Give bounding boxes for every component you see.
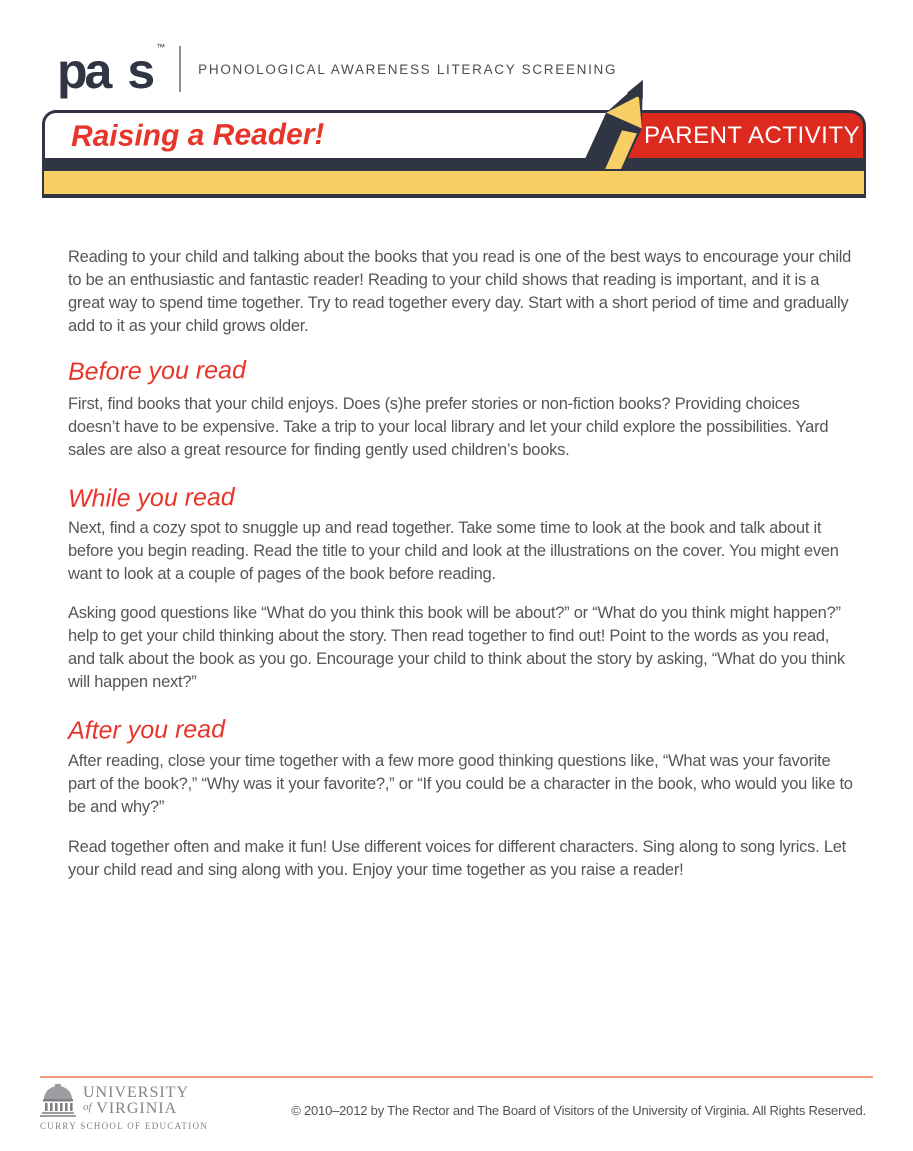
pals-logo-text-right: s bbox=[127, 43, 153, 99]
section-paragraph: Next, find a cozy spot to snuggle up and read together. Take some time to look at the book and talk about it before you begin reading. Read the title to your child and look at the illustrations on the cover. You might even want to look at a couple of pages of the book before reading. bbox=[68, 519, 839, 583]
section-paragraph: Asking good questions like “What do you think this book will be about?” or “What do you think might happen?” help to get your child thinking about the story. Then read together to find out! Point to the words as you read, and talk about the book as you go. Encourage your child to think about the story by asking, “What do you think will happen next?” bbox=[68, 604, 845, 691]
banner-dark-stripe bbox=[42, 158, 866, 171]
section-heading-before-you-read: Before you read bbox=[67, 356, 247, 386]
intro-paragraph: Reading to your child and talking about the books that you read is one of the best ways to encourage your child to be an enthusiastic and fantastic reader! Reading to your child shows that reading is important, and it is a great way to spend time together. Try to read together every day. Start with a short period of time and gradually add to it as your child grows older. bbox=[68, 248, 852, 335]
section-heading-while-you-read: While you read bbox=[67, 483, 235, 513]
pals-logo-text-left: pa bbox=[57, 43, 110, 99]
pals-pencil-icon bbox=[112, 42, 123, 88]
trademark-symbol: ™ bbox=[156, 42, 166, 52]
header bbox=[57, 42, 618, 99]
parent-activity-label: PARENT ACTIVITY bbox=[644, 121, 860, 149]
logo-divider bbox=[179, 46, 181, 92]
rotunda-icon bbox=[40, 1083, 76, 1117]
tagline: PHONOLOGICAL AWARENESS LITERACY SCREENING bbox=[198, 61, 618, 77]
section-paragraph: Read together often and make it fun! Use different voices for different characters. Sing along to song lyrics. Let your child read and sing along with you. Enjoy your time together as you raise a reader! bbox=[68, 838, 847, 879]
page-title: Raising a Reader! bbox=[70, 117, 325, 154]
section-heading-after-you-read: After you read bbox=[67, 715, 226, 745]
banner-yellow-bar bbox=[42, 171, 866, 198]
section-paragraph: After reading, close your time together with a few more good thinking questions like, “What was your favorite part of the book?,” “Why was it your favorite?,” or “If you could be a character in the book, who would you like to be and why?” bbox=[68, 752, 853, 816]
copyright: © 2010–2012 by The Rector and The Board of Visitors of the University of Virginia. All Rights Reserved. bbox=[291, 1103, 866, 1118]
footer-divider bbox=[40, 1076, 873, 1078]
university-of: of bbox=[83, 1101, 92, 1113]
pencil-icon bbox=[575, 78, 675, 171]
pals-logo bbox=[57, 42, 166, 99]
university-name: UNIVERSITY of VIRGINIA bbox=[83, 1084, 189, 1117]
section-paragraph: First, find books that your child enjoys. Does (s)he prefer stories or non-fiction books? Providing choices doesn’t have to be expensive. Take a trip to your local library and let your child explore the possibilities. Yard sales are also a great resource for finding gently used children’s books. bbox=[68, 395, 829, 459]
uva-logo bbox=[40, 1083, 208, 1131]
school-name: CURRY SCHOOL OF EDUCATION bbox=[40, 1121, 209, 1131]
